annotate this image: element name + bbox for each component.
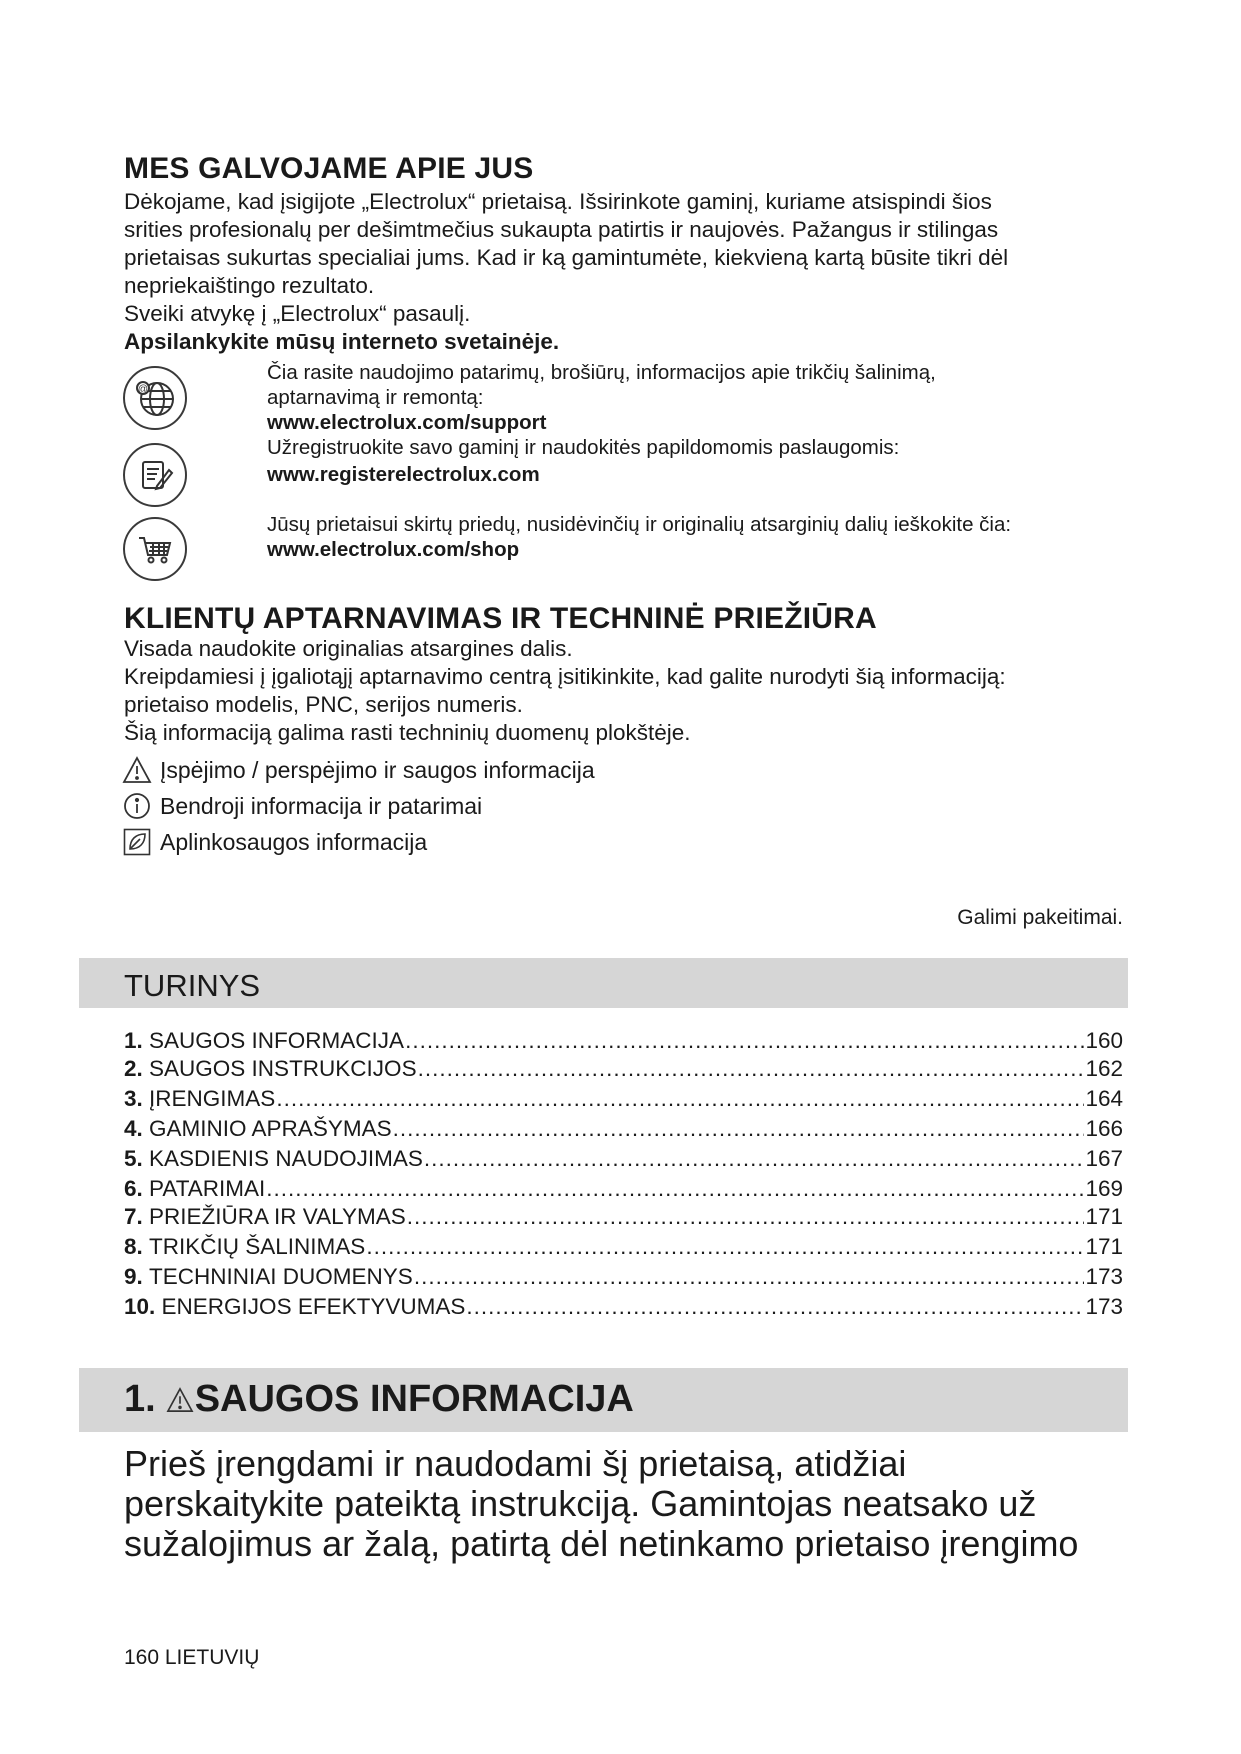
toc-item-page: 166 [1085,1116,1123,1141]
shop-link-block [267,512,1011,562]
intro-heading: MES GALVOJAME APIE JUS [124,152,534,185]
legend-item-info [122,790,595,822]
warning-triangle-icon [166,1387,194,1413]
toc-item-number: 1. [124,1028,143,1053]
service-line: Šią informaciją galima rasti techninių duomenų plokštėje. [124,720,691,745]
section1-title: SAUGOS INFORMACIJA [194,1378,634,1420]
visit-website-text: Apsilankykite mūsų interneto svetainėje. [124,329,560,354]
support-link-block [267,360,936,487]
toc-item-number: 3. [124,1086,143,1111]
toc-leader [366,1234,1084,1260]
intro-line: nepriekaištingo rezultato. [124,273,375,298]
service-heading: KLIENTŲ APTARNAVIMAS IR TECHNINĖ PRIEŽIŪRA [124,602,877,635]
support-url-link[interactable]: www.electrolux.com/support [267,411,547,434]
toc-item[interactable] [124,1084,1123,1112]
toc-leader [266,1176,1084,1202]
toc-item-number: 10. [124,1294,156,1319]
intro-line: Dėkojame, kad įsigijote „Electrolux“ prietaisą. Išsirinkote gaminį, kuriame atsispindi šios [124,189,992,214]
toc-leader [405,1028,1084,1054]
register-url-link[interactable]: www.registerelectrolux.com [267,463,540,486]
section1-line: sužalojimus ar žalą, patirtą dėl netinkamo prietaiso įrengimo [124,1523,1079,1564]
warning-triangle-icon [122,755,152,785]
toc-item[interactable] [124,1174,1123,1202]
toc-item-page: 160 [1085,1028,1123,1053]
legend-label: Bendroji informacija ir patarimai [160,792,483,819]
toc-item[interactable] [124,1114,1123,1142]
shop-desc-line: Jūsų prietaisui skirtų priedų, nusidėvinčių ir originalių atsarginių dalių ieškokite čia: [267,513,1012,536]
legend-item-warning [122,754,595,786]
register-form-icon [123,443,187,507]
changes-note: Galimi pakeitimai. [957,906,1123,929]
toc-item-title: ĮRENGIMAS [149,1086,276,1111]
support-desc-line: aptarnavimą ir remontą: [267,386,484,409]
toc-leader [466,1294,1084,1320]
intro-paragraph [124,188,1008,356]
toc-item-number: 4. [124,1116,143,1141]
welcome-text: Sveiki atvykę į „Electrolux“ pasaulį. [124,301,471,326]
toc-item[interactable] [124,1144,1123,1172]
toc-item[interactable] [124,1262,1123,1290]
toc-leader [393,1116,1085,1142]
toc-item-number: 2. [124,1056,143,1081]
toc-item-title: SAUGOS INSTRUKCIJOS [149,1056,417,1081]
toc-leader [424,1146,1085,1172]
shop-url-link[interactable]: www.electrolux.com/shop [267,538,520,561]
legend-label: Įspėjimo / perspėjimo ir saugos informacija [160,756,595,783]
service-line: Kreipdamiesi į įgaliotąjį aptarnavimo centrą įsitikinkite, kad galite nurodyti šią informaciją: [124,664,1006,689]
toc-leader [407,1204,1085,1230]
service-line: prietaiso modelis, PNC, serijos numeris. [124,692,523,717]
support-desc-line: Čia rasite naudojimo patarimų, brošiūrų, informacijos apie trikčių šalinimą, [267,361,936,384]
toc-heading: TURINYS [124,968,261,1003]
section1-heading [124,1378,634,1421]
toc-item-title: TRIKČIŲ ŠALINIMAS [149,1234,366,1259]
toc-item-number: 9. [124,1264,143,1289]
toc-item[interactable] [124,1292,1123,1320]
legend-label: Aplinkosaugos informacija [160,828,428,855]
toc-heading-band [79,958,1128,1008]
toc-item-title: ENERGIJOS EFEKTYVUMAS [161,1294,466,1319]
page-footer: 160 LIETUVIŲ [124,1646,260,1669]
toc-leader [418,1056,1085,1082]
legend-item-environment [122,826,595,858]
toc-item-title: PATARIMAI [149,1176,266,1201]
section1-heading-band [79,1368,1128,1432]
toc-item[interactable] [124,1232,1123,1260]
toc-item-page: 173 [1085,1264,1123,1289]
toc-item-page: 171 [1085,1234,1123,1259]
toc-item-number: 5. [124,1146,143,1171]
shopping-cart-icon [123,517,187,581]
toc-item-page: 164 [1085,1086,1123,1111]
service-paragraph [124,635,1006,747]
toc-item[interactable] [124,1026,1123,1054]
section1-line: Prieš įrengdami ir naudodami šį prietaisą, atidžiai [124,1443,907,1484]
toc-item-page: 162 [1085,1056,1123,1081]
toc-item-page: 169 [1085,1176,1123,1201]
toc-item-page: 173 [1085,1294,1123,1319]
svg-text:@: @ [137,384,149,395]
toc-leader [276,1086,1084,1112]
section1-intro [124,1444,1078,1564]
toc-item-title: TECHNINIAI DUOMENYS [149,1264,413,1289]
intro-line: srities profesionalų per dešimtmečius sukaupta patirtis ir naujovės. Pažangus ir stilingas [124,217,999,242]
intro-line: prietaisas sukurtas specialiai jums. Kad ir ką gamintumėte, kiekvieną kartą būsite tikri dėl [124,245,1009,270]
legend-list [122,754,595,858]
info-circle-icon [122,791,152,821]
service-line: Visada naudokite originalias atsargines dalis. [124,636,573,661]
toc-item[interactable] [124,1054,1123,1082]
leaf-icon [122,827,152,857]
section1-line: perskaitykite pateiktą instrukciją. Gamintojas neatsako už [124,1483,1037,1524]
toc-item-page: 171 [1085,1204,1123,1229]
toc-item-title: KASDIENIS NAUDOJIMAS [149,1146,423,1171]
toc-item-title: PRIEŽIŪRA IR VALYMAS [149,1204,406,1229]
toc-item-page: 167 [1085,1146,1123,1171]
toc-leader [414,1264,1085,1290]
globe-at-icon [123,366,187,430]
section1-number: 1. [124,1378,156,1420]
toc-item-title: SAUGOS INFORMACIJA [149,1028,405,1053]
toc-item[interactable] [124,1202,1123,1230]
toc-item-number: 8. [124,1234,143,1259]
toc-item-number: 7. [124,1204,143,1229]
register-desc-line: Užregistruokite savo gaminį ir naudokitės papildomomis paslaugomis: [267,436,900,459]
toc-item-title: GAMINIO APRAŠYMAS [149,1116,392,1141]
toc-item-number: 6. [124,1176,143,1201]
